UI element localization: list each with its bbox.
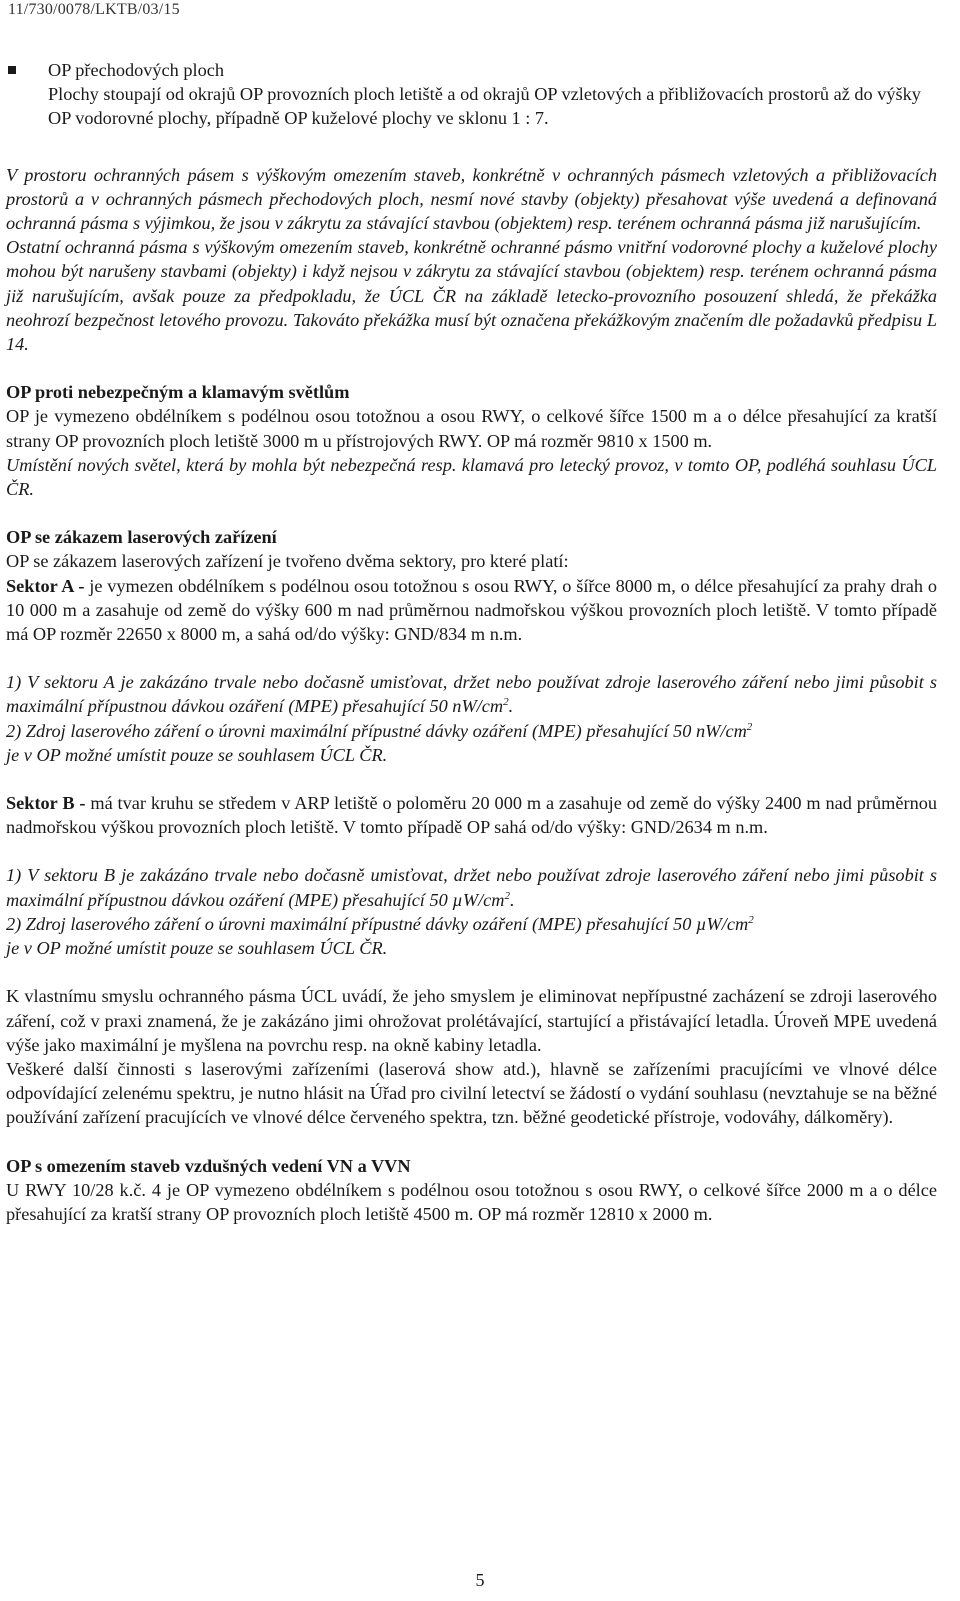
sector-b-rule-1-end: .: [509, 889, 515, 910]
italic-paragraph-2: Ostatní ochranná pásma s výškovým omezením staveb, konkrétně ochranné pásmo vnitřní vodorovné plochy a kuželové plochy mohou být narušeny stavbami (objekty) i když nejsou v zákrytu za stávající stavbou (objektem) resp. terénem ochranná pásma již narušujícím, avšak pouze za předpokladu, že ÚCL ČR na základě letecko-provozního posouzení shledá, že překážka neohrozí bezpečnost letového provozu. Takováto překážka musí být označena překážkovým značením dle požadavků předpisu L 14.: [6, 237, 937, 355]
section-title-power-lines: OP s omezením staveb vzdušných vedení VN a VVN: [6, 1155, 411, 1176]
sector-a-rule-2-text: 2) Zdroj laserového záření o úrovni maximální přípustné dávky ozáření (MPE) přesahující 50 nW/cm: [6, 720, 747, 741]
sector-b-rule-1: [6, 863, 937, 911]
bullet-section-transition-surfaces: [6, 58, 937, 131]
section-intro-laser: OP se zákazem laserových zařízení je tvořeno dvěma sektory, pro které platí:: [6, 551, 569, 572]
superscript: 2: [746, 720, 753, 733]
sector-a-label: Sektor A -: [6, 575, 85, 596]
sector-a-rule-1: [6, 670, 937, 718]
sector-b-rule-2-end: je v OP možné umístit pouze se souhlasem ÚCL ČR.: [6, 938, 388, 959]
document-reference: 11/730/0078/LKTB/03/15: [8, 1, 180, 18]
sector-a-text: je vymezen obdélníkem s podélnou osou totožnou s osou RWY, o šířce 8000 m, o délce přesahující za prahy drah o 10 000 m a zasahuje od země do výšky 600 m nad průměrnou nadmořskou výškou provozních ploch letiště. V tomto případě má OP rozměr 22650 x 8000 m, a sahá od/do výšky: GND/834 m n.m.: [6, 575, 937, 645]
sector-a-rule-2-end: je v OP možné umístit pouze se souhlasem ÚCL ČR.: [6, 744, 388, 765]
sector-b-text: má tvar kruhu se středem v ARP letiště o poloměru 20 000 m a zasahuje od země do výšky 2400 m nad průměrnou nadmořskou výškou provozních ploch letiště. V tomto případě OP sahá od/do výšky: GND/2634 m n.m.: [6, 793, 937, 838]
section-italic-lights: Umístění nových světel, která by mohla být nebezpečná resp. klamavá pro letecký provoz, v tomto OP, podléhá souhlasu ÚCL ČR.: [6, 454, 937, 500]
section-title-laser: OP se zákazem laserových zařízení: [6, 527, 277, 548]
section-text-transition: Plochy stoupají od okrajů OP provozních ploch letiště a od okrajů OP vzletových a přibližovacích prostorů až do výšky OP vodorovné plochy, případně OP kuželové plochy ve sklonu 1 : 7.: [48, 84, 921, 129]
superscript: 2: [503, 696, 509, 709]
sector-b-paragraph: [6, 791, 937, 839]
page-number: 5: [475, 1570, 485, 1590]
sector-b-rule-2-text: 2) Zdroj laserového záření o úrovni maximální přípustné dávky ozáření (MPE) přesahující 50 µW/cm: [6, 913, 749, 934]
section-text-power-lines: U RWY 10/28 k.č. 4 je OP vymezeno obdélníkem s podélnou osou totožnou s osou RWY, o celkové šířce 2000 m a o délce přesahující za kratší strany OP provozních ploch letiště 4500 m. OP má rozměr 12810 x 2000 m.: [6, 1179, 937, 1224]
section-text-lights: OP je vymezeno obdélníkem s podélnou osou totožnou a osou RWY, o celkové šířce 1500 m a o délce přesahující za kratší strany OP provozních ploch letiště 3000 m u přístrojových RWY. OP má rozměr 9810 x 1500 m.: [6, 406, 937, 451]
italic-paragraph-1: V prostoru ochranných pásem s výškovým omezením staveb, konkrétně v ochranných pásmech vzletových a přibližovacích prostorů a v ochranných pásmech přechodových ploch, nesmí nové stavby (objekty) přesahovat výše uvedená a definovaná ochranná pásma s výjimkou, že jsou v zákrytu za stávající stavbou (objektem) resp. terénem ochranná pásma již narušujícím.: [6, 164, 937, 234]
sector-b-rule-1-text: 1) V sektoru B je zakázáno trvale nebo dočasně umisťovat, držet nebo používat zdroje laserového záření nebo jimi působit s maximální přípustnou dávkou ozáření (MPE) přesahující 50 µW/cm: [6, 865, 937, 910]
superscript: 2: [748, 913, 754, 926]
sector-b-label: Sektor B -: [6, 793, 86, 814]
section-title-transition: OP přechodových ploch: [48, 60, 225, 80]
superscript: 2: [504, 889, 510, 902]
section-title-lights: OP proti nebezpečným a klamavým světlům: [6, 382, 350, 403]
laser-other-activities-paragraph: Veškeré další činnosti s laserovými zařízeními (laserová show atd.), hlavně se zařízeními pracujícími ve vlnové délce odpovídající zelenému spektru, je nutno hlásit na Úřad pro civilní letectví se žádostí o vydání souhlasu (nevztahuje se na běžné používání zařízení pracujících ve vlnové délce červeného spektra, tzn. běžné geodetické přístroje, vodováhy, dálkoměry).: [6, 1058, 937, 1128]
sector-a-rule-1-end: .: [508, 696, 514, 717]
document-body: [6, 58, 937, 1226]
sector-a-paragraph: [6, 574, 937, 647]
sector-b-rule-2: [6, 912, 937, 960]
sector-a-rule-1-text: 1) V sektoru A je zakázáno trvale nebo dočasně umisťovat, držet nebo používat zdroje laserového záření nebo jimi působit s maximální přípustnou dávkou ozáření (MPE) přesahující 50 nW/cm: [6, 672, 937, 717]
sector-a-rule-2: [6, 719, 937, 767]
laser-meaning-paragraph: K vlastnímu smyslu ochranného pásma ÚCL uvádí, že jeho smyslem je eliminovat nepřípustné zacházení se zdroji laserového záření, což v praxi znamená, že je zakázáno jimi ohrožovat prolétávající, startující a přistávající letadla. Úroveň MPE uvedená výše jako maximální je myšlena na povrchu resp. na okně kabiny letadla.: [6, 986, 937, 1055]
bullet-square-icon: [8, 66, 16, 74]
